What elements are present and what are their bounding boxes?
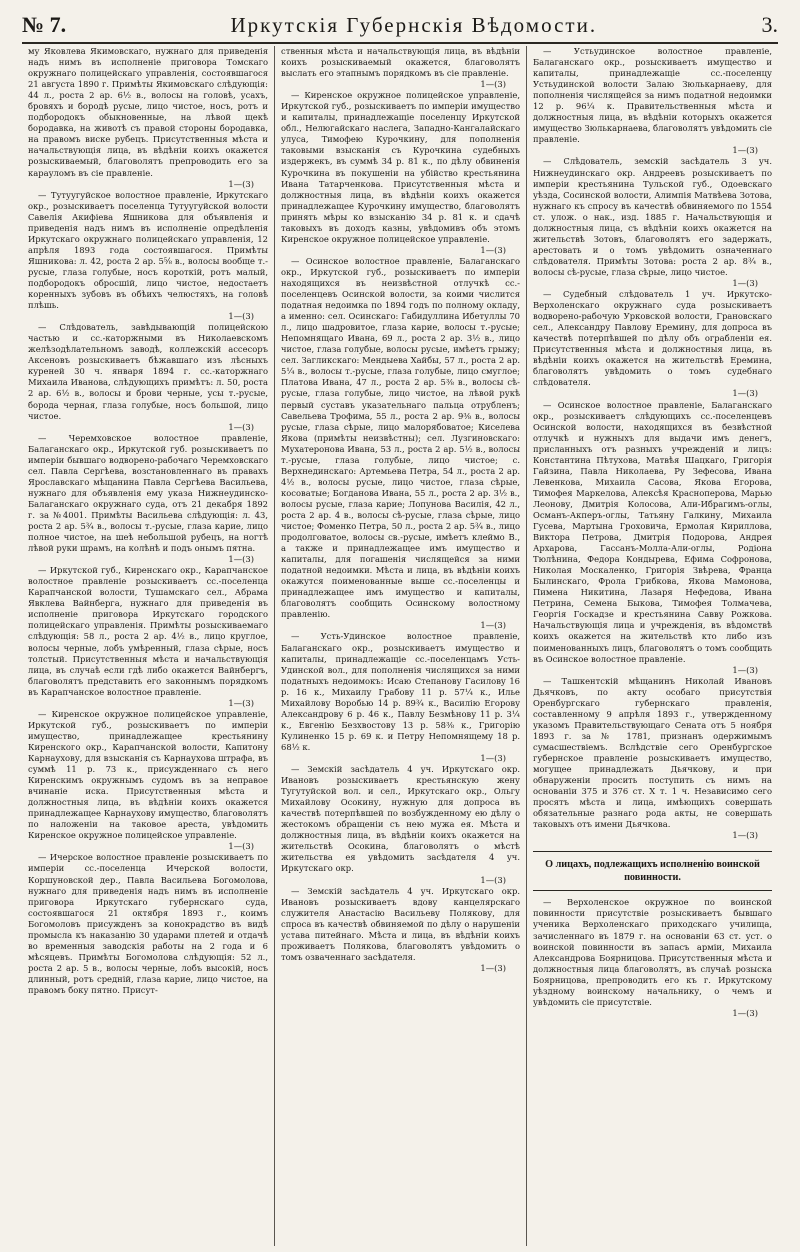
reference-mark: 1—(3) [228,421,254,432]
reference-mark: 1—(3) [480,874,506,885]
notice-paragraph: — Судебный слѣдователь 1 уч. Иркутско-Верхоленскаго окружнаго суда розыскиваетъ водворено-рабочую Урковской волости, Грановскаго сел., Александру Павлову Еремину, для допроса въ качествѣ потерпѣвшей по дѣлу объ ограбленіи ея. Присутственныя мѣста и должностныя лица, въ вѣдѣніи коихъ окажется на жительствѣ Еремина, благоволятъ увѣдомить о томъ судебнаго слѣдователя. [533,289,772,388]
notice-paragraph: — Устьудинское волостное правленіе, Балаганскаго окр., розыскиваетъ имущество и капиталы, принадлежащіе сс.-поселенцу Устьудинской волости Залаю Зюлькарнаеву, для пополненія числящейся за нимъ податной недоимки 12 р. 96¼ к. Правительственныя мѣста и должностныя лица, въ вѣдѣніи которыхъ окажется имущество Зюлькарнаева, благоволятъ увѣдомить сіе правленіе. [533,46,772,145]
reference-mark: 1—(3) [480,620,506,631]
column-right [526,46,778,1246]
column-middle [274,46,526,1246]
notice-paragraph: му Яковлева Якимовскаго, нужнаго для приведенія надъ нимъ въ исполненіе приговора Томскаго окружнаго полицейскаго управленія, состоявшагося 21 августа 1890 г. Примѣты Якимовскаго слѣдующія: 44 л., роста 2 ар. 6½ в., волосы на головѣ, усахъ, бровяхъ и бородѣ русые, лицо чистое, носъ, ротъ и подбородокъ обыкновенные, на лѣвой щекѣ бородавка, на животѣ съ правой стороны бородавка, на правомъ виске рубецъ. Присутственныя мѣста и начальствующія лица, въ вѣдѣніи коихъ окажется розыскиваемый, благоволятъ препроводить его за карауломъ въ сіе правленіе. [28,46,268,178]
notice-paragraph: — Ташкентскій мѣщанинъ Николай Ивановъ Дьячковъ, по акту особаго присутствія Оренбургскаго губернскаго правленія, составленному 9 апрѣля 1893 г., утвержденному указомъ Правительствующаго Сената отъ 5 ноября 1893 г. за № 1781, признанъ одержимымъ сумасшествіемъ. Вслѣдствіе сего Оренбургское губернское правленіе розыскиваетъ имущество, могущее принадлежать Дьячкову, и при обнаруженіи просить поступить съ нимъ на основаніи 375 и 376 ст. Х т. 1 ч. Независимо сего просятъ мѣста и лица, имѣющихъ совершать обязательные разнаго рода акты, не совершать таковыхъ отъ имени Дьячкова. [533,675,772,830]
reference-mark: 1—(3) [732,1007,758,1018]
notice-paragraph: — Черемховское волостное правленіе, Балаганскаго окр., Иркутской губ. розыскиваетъ по имперіи бывшаго водворено-рабочаго Черемховскаго сел. Павла Сергѣева, возстановленнаго въ правахъ Ярославскаго мѣщанина Павла Сергѣева Васильева, нужнаго для объявленія ему указа Нижнеудинско-Балаганскаго окружнаго суда, отъ 21 декабря 1892 г. за №4001. Примѣты Васильева слѣдующія: л. 43, роста 2 ар. 5¾ в., волосы т.-русые, глаза карие, лицо полное чистое, на шеѣ небольшой рубецъ, на ногтѣ лѣвой руки шрамъ, на колѣнѣ и подъ онымъ пятна. [28,432,268,554]
notice-paragraph: — Киренское окружное полицейское управленіе, Иркутской губ., розыскиваетъ по имперіи имущество, принадлежащее крестьянину Киренского окр., Карапчанской волости, Капитону Карнаухову, для взысканія съ Карнаухова штрафа, въ суммѣ 11 р. 73 к., присужденнаго съ него Киренскимъ окружнымъ судомъ въ за неправое вчинаніе иска. Присутственныя мѣста и должностныя лица, въ вѣдѣніи коихъ окажется принадлежащее Карнаухову имущество, благоволятъ по наложеніи на таковое ареста, увѣдомить Киренское окружное полицейское управленіе. [28,708,268,841]
notice-paragraph: — Осинское волостное правленіе, Балаганскаго окр., Иркутской губ., розыскиваетъ по имперіи находящихся въ неизвѣстной отлучкѣ сс.-поселенцевъ Осинской волости, за коими числится податная недоимка по 1894 годъ по полному окладу, а именно: сел. Осинскаго: Габидуллина Ибетуллы 70 л., лицо шадровитое, глаза карие, волосы т.-русые; Непомнящаго Ивана, 69 л., роста 2 ар. 3½ в., лицо чистое, глаза голубые, волосы русые, имѣетъ грыжу; сел. Загликскаго: Мендыева Хайбы, 57 л., роста 2 ар. 5¼ в., волосы т.-русые, глаза голубые, лицо смуглое; Платова Ивана, 47 л., роста 2 ар. 5⅜ в., волосы сѣ-русые, глаза голубые, лицо чистое, на лѣвой рукѣ первый суставъ указательнаго пальца отрубленъ; Савельева Трофима, 55 л., роста 2 ар. 9⅜ в., волосы русые, глаза сѣрые, лицо малорябоватое; Киселева Якова (примѣты неизвѣстны); сел. Лузгиновскаго: Мухатеронова Ивана, 53 л., роста 2 ар. 5½ в., волосы т.-русые, глаза голубые, лицо чистое; с. Верхнединскаго: Артемьева Петра, 54 л., роста 2 ар. 4½ в., волосы русые, лицо чистое, глаза сѣрые, косоватые; Богданова Ивана, 55 л., роста 2 ар. 3½ в., волосы русые, глаза карие; Лопунова Василія, 42 л., роста 2 ар. 4 в., волосы сѣ-русые, глаза сѣрые, лицо чистое; Фоменко Петра, 50 л., роста 2 ар. 5¾ в., лицо продолговатое, волосы св.-русые, имѣетъ клеймо В., а также и принадлежащее имъ имущество и капиталы, для погашенія числящейся за ними податной недоимки. Мѣста и лица, въ вѣдѣніи коихъ окажутся поименованные выше сс.-поселенцы и принадлежащее имъ имущество и капиталы, благоволятъ сообщить Осинскому волостному правленію. [281,255,520,620]
notice-paragraph: — Киренское окружное полицейское управленіе, Иркутской губ., розыскиваетъ по имперіи имущество и капиталы, принадлежащіе поселенцу Иркутской обл., Нелюгайскаго наслега, Западно-Кангалайскаго улуса, Тимофею Курочкину, для пополненія таковыми взысканія съ Курочкина судебныхъ издержекъ, въ суммѣ 34 р. 81 к., по дѣлу обвиненія Курочкина въ покушеніи на убійство крестьянина Ивана Татарченкова. Присутственныя мѣста и должностныя лица, въ вѣдѣніи коихъ окажется принадлежащее Курочкину имущество, благоволятъ принять мѣры ко взысканію 34 р. 81 к. и сдачѣ таковыхъ въ доходъ казны, увѣдомивъ объ этомъ Киренское окружное полицейское управленіе. [281,90,520,244]
newspaper-title: Иркутскія Губернскія Вѣдомости. [230,12,598,37]
section-heading: О лицахъ, подлежащихъ исполненію воинской повинности. [533,851,772,891]
notice-paragraph: — Земскій засѣдатель 4 уч. Иркутскаго окр. Ивановъ розыскиваетъ крестьянскую жену Тугутуйской вол. и сел., Иркутскаго окр., Ольгу Михайлову Осокину, нужную для допроса въ качествѣ потерпѣвшей по возбужденному ею дѣлу о жестокомъ обращеніи съ нею мужа ея. Мѣста и должностныя лица, въ вѣдѣніи коихъ окажется на жительствѣ Осокина, благоволятъ о мѣстѣ жительства ея увѣдомить засѣдателя 4 уч. Иркутскаго окр. [281,764,520,874]
article-columns [22,46,778,1246]
reference-mark: 1—(3) [228,178,254,189]
notice-paragraph: — Слѣдователь, завѣдывающій полицейскою частью и сс.-каторжными въ Николаевскомъ желѣзодѣлательномъ заводѣ, коллежскій ассесоръ Аксеновъ розыскиваетъ бѣжавшаго изъ лѣсныхъ куреней 30 ч. января 1894 г. сс.-каторжнаго Михаила Иванова, слѣдующихъ примѣтъ: л. 50, роста 2 ар. 6½ в., волосы и брови черные, усы т.-русые, борода черная, глаза голубые, носъ большой, лицо чистое. [28,322,268,421]
notice-paragraph: — Иркутской губ., Киренскаго окр., Карапчанское волостное правленіе розыскиваетъ сс.-поселенца Карапчанской волости, Тушамскаго сел., Абрама Явклева Вайнберга, нужнаго для приведенія въ исполненіе приговора Иркутскаго городского полицейскаго управленія. Примѣты розыскиваемаго слѣдующія: 58 л., роста 2 ар. 4½ в., лицо круглое, волосы черные, лобъ умѣренный, глаза сѣрые, носъ толстый. Присутственныя мѣста и начальствующія лица, въ случаѣ если гдѣ либо окажется Вайнбергъ, благоволятъ представить его законнымъ порядкомъ въ Карапчанское волостное правленіе. [28,565,268,697]
reference-mark: 1—(3) [732,830,758,841]
reference-mark: 1—(3) [480,962,506,973]
notice-paragraph: — Тутуугуйское волостное правленіе, Иркутскаго окр., розыскиваетъ поселенца Тутуугуйской волости Савелія Акифіева Яшникова для объявленія и приведенія надъ нимъ въ исполненіе опредѣленія Иркутскаго окружнаго полицейскаго управленія, 12 апрѣля 1893 года состоявшагося. Примѣты Яшникова: л. 42, роста 2 ар. 5⅝ в., волосы вообще т.-русые, глаза голубые, носъ короткій, ротъ малый, подбородокъ обросшій, лицо чистое, недостаетъ коренныхъ зубовъ въ обѣихъ челюстяхъ, на головѣ плѣшь. [28,189,268,311]
notice-paragraph: — Земскій засѣдатель 4 уч. Иркутскаго окр. Ивановъ розыскиваетъ вдову канцелярскаго служителя Анастасію Васильеву Полякову, для спроса въ качествѣ обвиняемой по дѣлу о нарушеніи устава питейнаго. Мѣста и лица, въ вѣдѣніи коихъ проживаетъ Полякова, благоволятъ увѣдомить о томъ озваченнаго засѣдателя. [281,885,520,962]
column-left [22,46,274,1246]
notice-paragraph: — Усть-Удинское волостное правленіе, Балаганскаго окр., розыскиваетъ имущество и капиталы, принадлежащіе сс.-поселенцамъ Усть-Удинской вол., для пополненія числящихся за ними податныхъ недоимокъ: Исаю Степанову Гасилову 16 р. 16 к., Михаилу Грабову 11 р. 57¼ к., Илье Михайлову Воробью 14 р. 89¾ к., Василію Егорову Александрову 6 р. 46 к., Павлу Безмѣнову 11 р. 3¼ к., Евгенію Безхвостову 13 р. 58⅜ к., Григорію Кулиненко 15 р. 69 к. и Петру Непомнящему 18 р. 68½ к. [281,631,520,752]
reference-mark: 1—(3) [732,145,758,156]
page-header [22,8,778,44]
page-number: 3. [761,12,778,37]
notice-paragraph: — Верхоленское окружное по воинской повинности присутствіе розыскиваетъ бывшаго ученика Верхоленскаго приходскаго училища, зачисленнаго въ 1879 г. на основаніи 63 ст. уст. о воинской повинности въ запасъ арміи, Михаила Александрова Боярницова. Присутственныя мѣста и должностныя лица благоволятъ, въ случаѣ розыска Боярницова, препроводить его къ г. Иркутскому уѣздному воинскому начальнику, о чемъ и увѣдомить сіе присутствіе. [533,897,772,1007]
reference-mark: 1—(3) [228,841,254,852]
notice-paragraph: — Осинское волостное правленіе, Балаганскаго окр., розыскиваетъ слѣдующихъ сс.-поселенцевъ Осинской волости, находящихся въ безвѣстной отлучкѣ и нужныхъ для выдачи имъ денегъ, присланныхъ отъ разныхъ учрежденій и лицъ: Константина Пѣтухова, Матвѣя Шацкаго, Григорія Гайзина, Павла Николаева, Ру Зефесова, Ивана Левенкова, Михаила Сасова, Якова Егорова, Тимофея Маркелова, Алексѣя Красноперова, Марью Леонову, Дмитрія Колосова, Али-Ибрагимъ-оглы, Османъ-Акперъ-оглы, Татьяну Галкину, Михаила Гусева, Мартына Гроховича, Ермолая Кириллова, Виктора Петрова, Дмитрія Подорова, Андрея Архарова, Гассанъ-Молла-Али-оглы, Родіона Тюлѣнина, Федора Кондырева, Ефима Софронова, Николая Москаленко, Григорія Звѣрева, Франца Былинскаго, Фрола Грибкова, Якова Мамонова, Пимена Никитина, Лазаря Нефедова, Ивана Петрина, Семена Быкова, Тимофея Толмачева, Георгія Госкадзе и крестьянина Савву Рожкова. Начальствующія лица и учрежденія, въ вѣдомствѣ коихъ окажется на жительствѣ кто либо изъ поименованныхъ лицъ, благоволятъ о томъ сообщить въ Осинское волостное правленіе. [533,399,772,664]
issue-number: № 7. [22,12,67,37]
notice-paragraph: ственныя мѣста и начальствующія лица, въ вѣдѣніи коихъ розыскиваемый окажется, благоволятъ выслать его этапнымъ порядкомъ въ сіе правленіе. [281,46,520,79]
reference-mark: 1—(3) [480,244,506,255]
reference-mark: 1—(3) [228,311,254,322]
reference-mark: 1—(3) [732,664,758,675]
reference-mark: 1—(3) [732,277,758,288]
reference-mark: 1—(3) [732,388,758,399]
notice-paragraph: — Ичерское волостное правленіе розыскиваетъ по имперіи сс.-поселенца Ичерской волости, Коршуновской дер., Павла Васильева Богомолова, нужнаго для приведенія надъ нимъ въ исполненіе приговора Иркутскаго губернскаго суда, состоявшагося 21 октября 1893 г., коимъ Богомоловъ присужденъ за конокрадство въ видѣ промысла къ наказанію 30 ударами плетей и отдачѣ во временныя заводскія работы на 2 года и 6 мѣсяцевъ. Примѣты Богомолова слѣдующія: 52 л., роста 2 ар. 5 в., волосы черные, лобъ высокій, носъ длинный, ротъ средній, глаза карие, лицо чистое, на правомъ боку пятно. Присут- [28,852,268,995]
reference-mark: 1—(3) [228,554,254,565]
reference-mark: 1—(3) [480,753,506,763]
reference-mark: 1—(3) [228,697,254,708]
notice-paragraph: — Слѣдователь, земскій засѣдатель 3 уч. Нижнеудинскаго окр. Андреевъ розыскиваетъ по имперіи крестьянина Тульской губ., Одоевскаго уѣзда, Сосинской волости, Алимпія Матвѣева Зотова, нужнаго къ спросу въ качествѣ обвиняемого по 1554 ст. улож. о нак., изд. 1885 г. Начальствующія и должностныя лица, съ вѣдѣніи коихъ окажется на жительствѣ Зотовъ, благоволятъ его задержать, арестовать и о томъ увѣдомить означеннаго слѣдователя. Примѣты Зотова: роста 2 ар. 8¾ в., волосы сѣ-русые, глаза сѣрые, лицо чистое. [533,156,772,277]
reference-mark: 1—(3) [480,79,506,90]
